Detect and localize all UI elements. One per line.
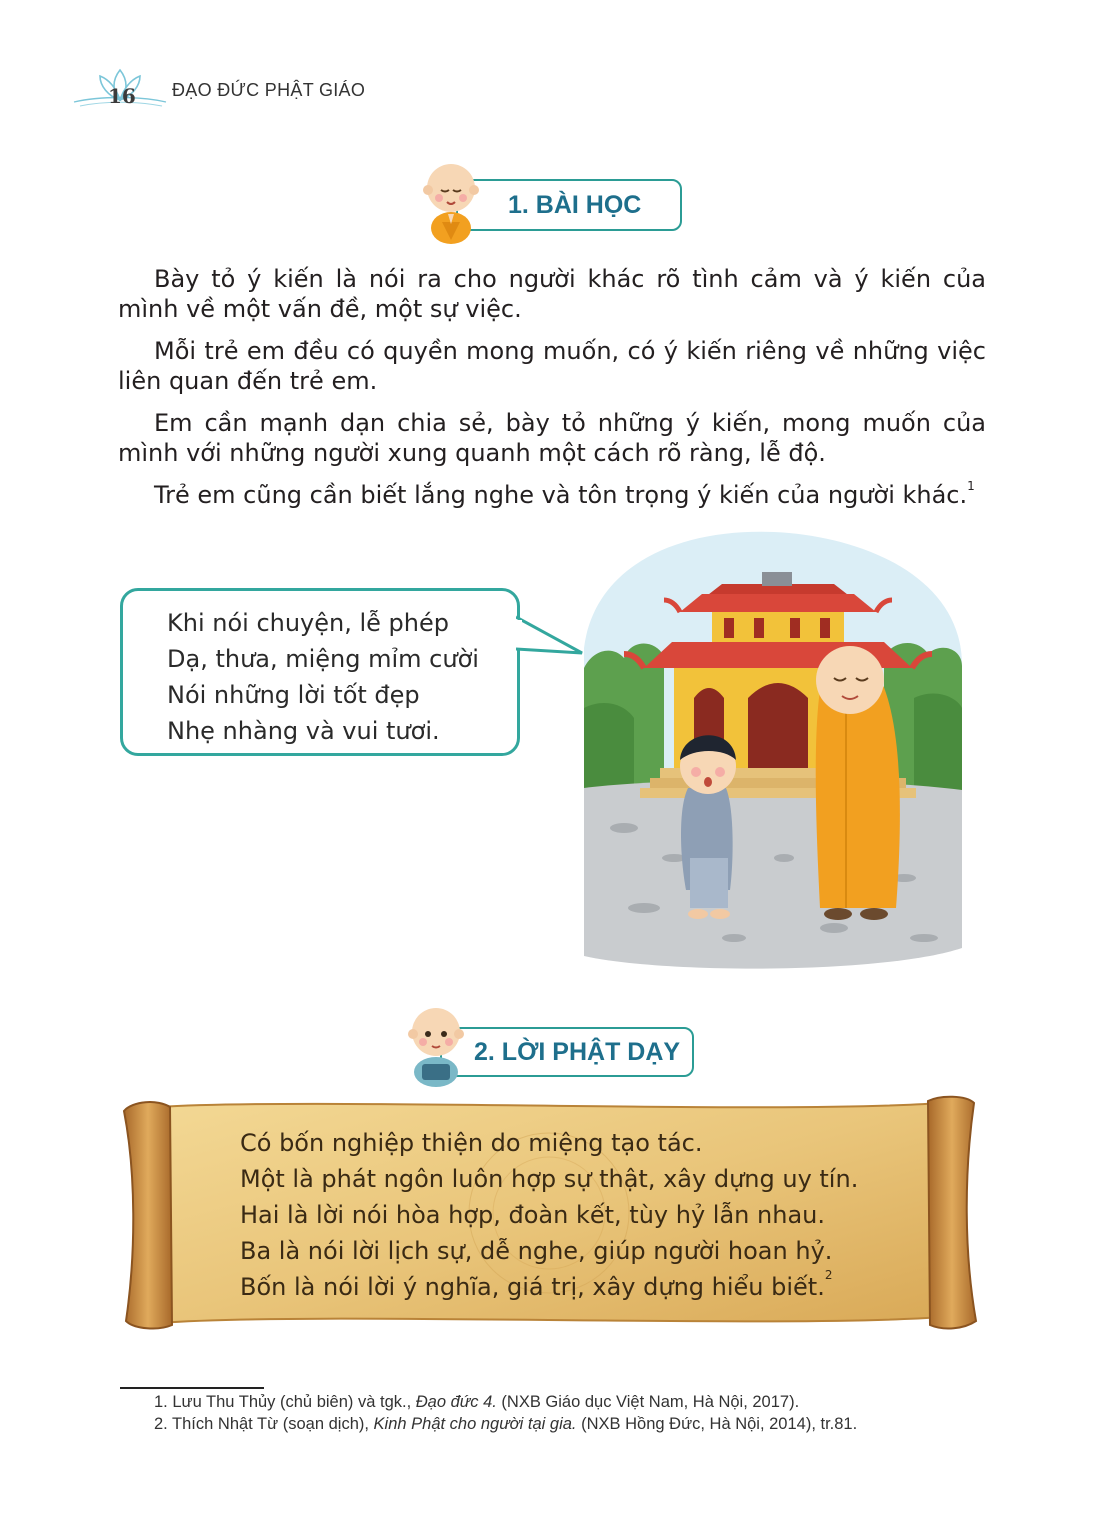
footnote-2-title: Kinh Phật cho người tại gia.	[373, 1415, 577, 1433]
scroll-text	[240, 1125, 940, 1305]
section-2-heading	[440, 1027, 694, 1077]
footnote-2-suffix: (NXB Hồng Đức, Hà Nội, 2014), tr.81.	[576, 1415, 858, 1433]
temple-illustration	[584, 528, 964, 980]
footnote-marker-1: 1	[967, 479, 975, 493]
footnote-2	[154, 1415, 857, 1434]
section-1-heading	[456, 179, 682, 231]
paragraph-4	[118, 480, 986, 510]
paragraph-4-text: Trẻ em cũng cần biết lắng nghe và tôn trọng ý kiến của người khác.	[154, 481, 968, 509]
scroll-line: Có bốn nghiệp thiện do miệng tạo tác.	[240, 1129, 703, 1157]
scroll-line: Một là phát ngôn luôn hợp sự thật, xây dựng uy tín.	[240, 1165, 859, 1193]
running-title: ĐẠO ĐỨC PHẬT GIÁO	[172, 80, 366, 100]
monk-mascot-icon	[420, 154, 482, 246]
section-2-heading-text: 2. LỜI PHẬT DẠY	[474, 1037, 681, 1066]
bubble-line: Nhẹ nhàng và vui tươi.	[167, 717, 440, 745]
speech-bubble	[120, 588, 520, 756]
scroll-line: Ba là nói lời lịch sự, dễ nghe, giúp người hoan hỷ.	[240, 1237, 833, 1265]
footnote-1-prefix: 1. Lưu Thu Thủy (chủ biên) và tgk.,	[154, 1393, 416, 1411]
paragraph-1: Bày tỏ ý kiến là nói ra cho người khác rõ tình cảm và ý kiến của mình về một vấn đề, một sự việc.	[118, 265, 986, 323]
scroll-line	[240, 1269, 940, 1305]
footnote-divider	[120, 1387, 264, 1389]
bubble-line: Nói những lời tốt đẹp	[167, 681, 420, 709]
footnote-2-prefix: 2. Thích Nhật Từ (soạn dịch),	[154, 1415, 374, 1433]
bubble-line: Khi nói chuyện, lễ phép	[167, 609, 449, 637]
scroll-line: Hai là lời nói hòa hợp, đoàn kết, tùy hỷ lẫn nhau.	[240, 1201, 825, 1229]
paragraph-3: Em cần mạnh dạn chia sẻ, bày tỏ những ý kiến, mong muốn của mình với những người xung quanh một cách rõ ràng, lễ độ.	[118, 409, 986, 467]
monk-mascot-icon	[404, 1000, 468, 1090]
paragraph-2: Mỗi trẻ em đều có quyền mong muốn, có ý kiến riêng về những việc liên quan đến trẻ em.	[118, 337, 986, 395]
bubble-line: Dạ, thưa, miệng mỉm cười	[167, 645, 479, 673]
page-number: 16	[108, 84, 136, 108]
section-1-heading-text: 1. BÀI HỌC	[508, 190, 642, 219]
footnote-1-title: Đạo đức 4.	[415, 1393, 497, 1411]
footnote-1	[154, 1393, 799, 1412]
footnote-marker-2: 2	[824, 1268, 833, 1282]
footnote-1-suffix: (NXB Giáo dục Việt Nam, Hà Nội, 2017).	[496, 1393, 800, 1411]
speech-bubble-tail	[516, 615, 586, 659]
scroll-line-text: Bốn là nói lời ý nghĩa, giá trị, xây dựng hiểu biết.	[240, 1273, 825, 1301]
